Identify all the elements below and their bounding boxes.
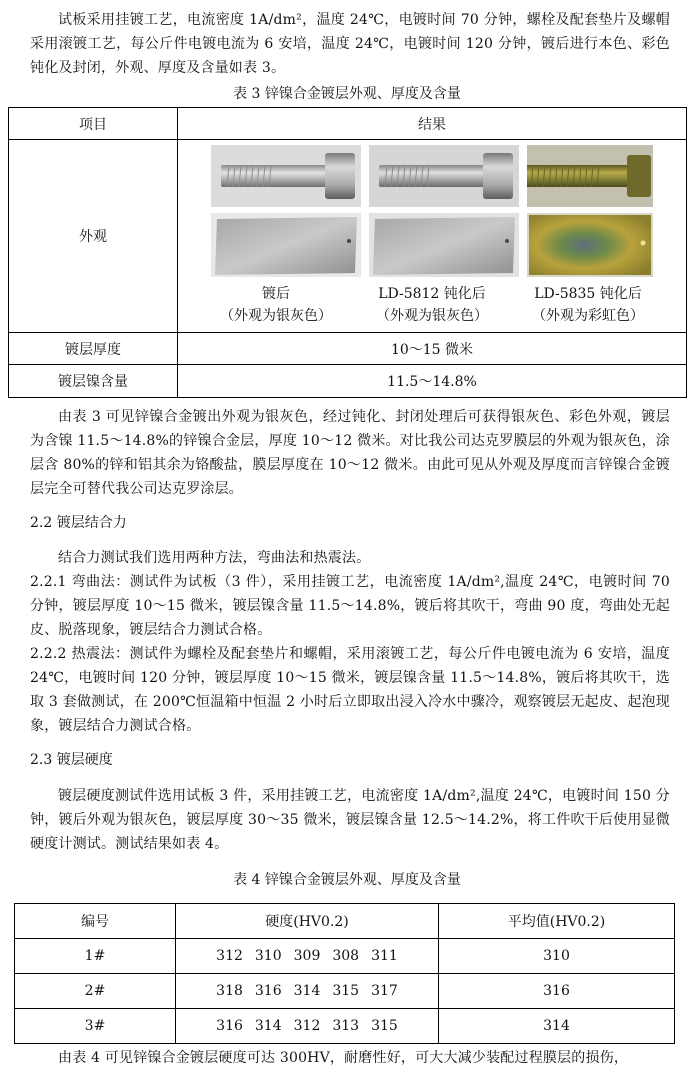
table4-header-average: 平均值(HV0.2) [439, 904, 675, 939]
section-2-2-2: 2.2.2 热震法：测试件为螺栓及配套垫片和螺帽，采用滚镀工艺，每公斤件电镀电流为 6 安培，温度 24℃，电镀时间 120 分钟，镀层厚度 10～15 微米，镀层镍含量 11.5～14.8%，镀后将其吹干，选取 3 套做测试，在 200℃恒温箱中恒温 2 小时后立即取出浸入冷水中骤冷，观察镀层无起皮、起泡现象，镀层结合力测试合格。 [30, 646, 670, 734]
hardness-value: 310 [254, 948, 282, 964]
panel-photo-row [178, 213, 686, 277]
hardness-value: 309 [293, 948, 321, 964]
table4-header-hardness: 硬度(HV0.2) [176, 904, 439, 939]
table3-header-result: 结果 [178, 108, 687, 140]
section-2-2-1: 2.2.1 弯曲法：测试件为试板（3 件），采用挂镀工艺，电流密度 1A/dm²,温度 24℃，电镀时间 70 分钟，镀层厚度 10～15 微米，镀层镍含量 11.5～14.8%，镀后将其吹干，弯曲 90 度，弯曲处无起皮、脱落现象，镀层结合力测试合格。 [30, 574, 670, 638]
table-row [15, 1009, 675, 1044]
panel-photo-plated [211, 213, 361, 277]
hardness-value: 314 [293, 983, 321, 999]
table3-nickel-row [9, 365, 687, 398]
hardness-value: 315 [332, 983, 360, 999]
table4-caption: 表 4 锌镍合金镀层外观、厚度及含量 [233, 872, 461, 888]
panel-photo-ld5835 [527, 213, 653, 277]
table3-header-row [9, 108, 687, 140]
hardness-average: 316 [439, 974, 675, 1009]
hardness-value: 318 [216, 983, 243, 999]
sample-captions [178, 283, 686, 327]
appearance-cell [178, 140, 687, 333]
table3-caption: 表 3 锌镍合金镀层外观、厚度及含量 [233, 86, 461, 102]
section-2-2-intro: 结合力测试我们选用两种方法，弯曲法和热震法。 [58, 550, 371, 566]
hardness-average: 314 [439, 1009, 675, 1044]
table3-header-item: 项目 [9, 108, 178, 140]
table-row [15, 939, 675, 974]
section-2-3-heading: 2.3 镀层硬度 [30, 752, 113, 768]
sample-name: LD-5835 钝化后 [534, 286, 642, 302]
table4-header-row [15, 904, 675, 939]
table4 [14, 903, 675, 1044]
final-paragraph: 由表 4 可见锌镍合金镀层硬度可达 300HV，耐磨性好，可大大减少装配过程膜层的损伤， [58, 1050, 629, 1066]
nickel-label: 镀层镍含量 [9, 365, 178, 398]
sample-note: （外观为彩虹色） [532, 308, 644, 324]
sample-name: 镀后 [262, 286, 290, 302]
bolt-photo-ld5835 [527, 145, 653, 207]
hardness-value: 313 [332, 1018, 360, 1034]
hardness-values [176, 974, 439, 1009]
table-row [15, 974, 675, 1009]
nickel-value: 11.5～14.8% [178, 365, 687, 398]
sample-id: 1# [15, 939, 176, 974]
hardness-value: 308 [332, 948, 360, 964]
sample-name: LD-5812 钝化后 [378, 286, 486, 302]
table3 [8, 107, 687, 398]
paragraph-after-table3: 由表 3 可见锌镍合金镀出外观为银灰色，经过钝化、封闭处理后可获得银灰色、彩色外观，镀层为含镍 11.5～14.8%的锌镍合金层，厚度 10～12 微米。对比我公司达克罗膜层的外观为银灰色，涂层含 80%的锌和铝其余为铬酸盐，膜层厚度在 10～12 微米。由此可见从外观及厚度而言锌镍合金镀层完全可替代我公司达克罗涂层。 [30, 409, 670, 497]
section-2-2-heading: 2.2 镀层结合力 [30, 515, 127, 531]
hardness-average: 310 [439, 939, 675, 974]
sample-caption-ld5812 [358, 283, 506, 327]
bolt-photo-ld5812 [369, 145, 519, 207]
table3-appearance-row [9, 140, 687, 333]
hardness-value: 316 [216, 1018, 243, 1034]
hardness-value: 312 [216, 948, 243, 964]
hardness-value: 317 [371, 983, 398, 999]
sample-id: 3# [15, 1009, 176, 1044]
hardness-value: 316 [254, 983, 282, 999]
thickness-label: 镀层厚度 [9, 333, 178, 365]
panel-photo-ld5812 [369, 213, 519, 277]
sample-note: （外观为银灰色） [220, 308, 332, 324]
bolt-photo-plated [211, 145, 361, 207]
bolt-photo-row [178, 145, 686, 207]
intro-paragraph: 试板采用挂镀工艺，电流密度 1A/dm²，温度 24℃，电镀时间 70 分钟，螺栓及配套垫片及螺帽采用滚镀工艺，每公斤件电镀电流为 6 安培，温度 24℃，电镀时间 120 分钟，镀后进行本色、彩色钝化及封闭，外观、厚度及含量如表 3。 [30, 12, 670, 76]
hardness-value: 314 [254, 1018, 282, 1034]
section-2-3-paragraph: 镀层硬度测试件选用试板 3 件，采用挂镀工艺，电流密度 1A/dm²,温度 24℃，电镀时间 150 分钟，镀后外观为银灰色，镀层厚度 30～35 微米，镀层镍含量 12.5～14.2%，将工件吹干后使用显微硬度计测试。测试结果如表 4。 [30, 788, 670, 852]
hardness-values [176, 939, 439, 974]
thickness-value: 10～15 微米 [178, 333, 687, 365]
sample-caption-ld5835 [514, 283, 662, 327]
sample-note: （外观为银灰色） [376, 308, 488, 324]
hardness-values [176, 1009, 439, 1044]
hardness-value: 312 [293, 1018, 321, 1034]
sample-id: 2# [15, 974, 176, 1009]
sample-caption-plated [202, 283, 350, 327]
hardness-value: 311 [371, 948, 398, 964]
appearance-label: 外观 [9, 140, 178, 333]
table3-thickness-row [9, 333, 687, 365]
hardness-value: 315 [371, 1018, 398, 1034]
table4-header-id: 编号 [15, 904, 176, 939]
